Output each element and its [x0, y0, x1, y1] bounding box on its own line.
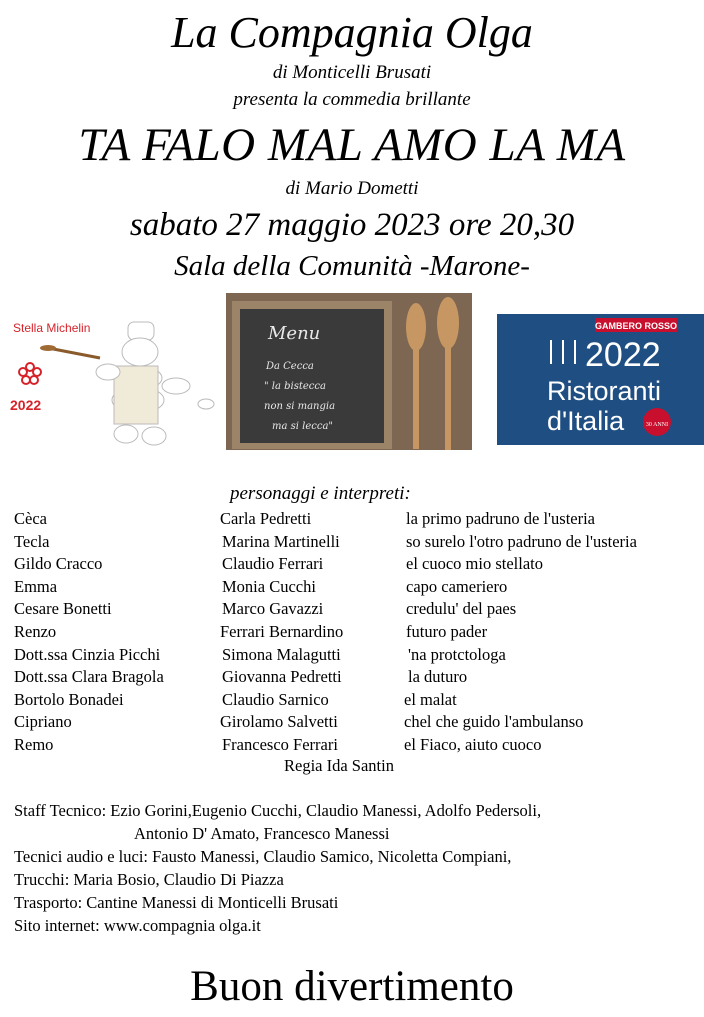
- cast-description: so surelo l'otro padruno de l'usteria: [406, 531, 637, 551]
- company-name: La Compagnia Olga: [171, 8, 533, 57]
- cast-description: la primo padruno de l'usteria: [406, 509, 596, 528]
- cast-actor: Carla Pedretti: [220, 509, 312, 528]
- cast-row: [0, 689, 704, 711]
- gambero-rosso-brand: GAMBERO ROSSO: [594, 321, 678, 331]
- cast-role: Renzo: [14, 622, 57, 641]
- cast-actor: Marina Martinelli: [222, 531, 340, 551]
- cast-row: [0, 711, 704, 733]
- cast-description: credulu' del paes: [406, 599, 517, 619]
- website-credit: Sito internet: www.compagnia olga.it: [14, 916, 261, 935]
- anniversary-badge: 30 ANNI: [645, 422, 669, 428]
- menu-line-3: non si mangia: [264, 401, 336, 412]
- cast-actor: Francesco Ferrari: [222, 735, 338, 754]
- michelin-man-icon: [40, 322, 214, 445]
- event-venue: Sala della Comunità -Marone-: [174, 250, 530, 282]
- direction-credit: Regia Ida Santin: [284, 756, 394, 775]
- audio-lights-credit: Tecnici audio e luci: Fausto Manessi, Claudio Samico, Nicoletta Compiani,: [14, 847, 512, 866]
- staff-line-1: Staff Tecnico: Ezio Gorini,Eugenio Cucchi, Claudio Manessi, Adolfo Pedersoli,: [14, 801, 542, 820]
- cast-actor: Simona Malagutti: [222, 644, 341, 664]
- cast-role: Dott.ssa Clara Bragola: [14, 667, 164, 687]
- cast-heading: personaggi e interpreti:: [230, 483, 411, 504]
- cast-actor: Claudio Ferrari: [222, 554, 324, 574]
- menu-line-2: " la bistecca: [264, 381, 326, 392]
- cast-role: Dott.ssa Cinzia Picchi: [14, 644, 161, 664]
- event-date-time: sabato 27 maggio 2023 ore 20,30: [129, 207, 575, 243]
- michelin-star-icon: [19, 363, 41, 384]
- cast-row: [0, 553, 704, 575]
- cast-role: Emma: [14, 576, 58, 596]
- cast-actor: Marco Gavazzi: [222, 599, 324, 619]
- cast-description: 'na protctologa: [408, 644, 506, 664]
- cast-role: Cipriano: [14, 712, 72, 732]
- cast-role: Cesare Bonetti: [14, 599, 112, 619]
- cast-description: la duturo: [408, 667, 468, 687]
- staff-line-2: Antonio D' Amato, Francesco Manessi: [134, 824, 390, 843]
- cast-role: Gildo Cracco: [14, 554, 103, 574]
- cast-role: Cèca: [14, 509, 47, 528]
- menu-title: Menu: [268, 323, 321, 344]
- cast-description: el cuoco mio stellato: [406, 554, 544, 574]
- cast-row: [0, 576, 704, 598]
- cast-role: Tecla: [14, 531, 50, 551]
- menu-chalkboard-image: [226, 293, 472, 450]
- transport-credit: Trasporto: Cantine Manessi di Monticelli Brusati: [14, 893, 339, 912]
- cast-row: [0, 734, 704, 756]
- cast-row: [0, 531, 704, 553]
- cast-row: [0, 621, 704, 643]
- cast-row: [0, 598, 704, 620]
- cast-row: [0, 508, 704, 530]
- ristoranti-line1: Ristoranti: [547, 376, 662, 406]
- cast-actor: Girolamo Salvetti: [220, 712, 338, 732]
- play-title: TA FALO MAL AMO LA MA: [78, 119, 626, 171]
- michelin-image: [8, 312, 218, 452]
- presents-line: presenta la commedia brillante: [233, 89, 471, 110]
- ristoranti-italia-image: [497, 314, 704, 445]
- michelin-year: 2022: [10, 397, 42, 413]
- cast-description: capo cameriero: [406, 576, 508, 596]
- cast-row: [0, 666, 704, 688]
- michelin-caption: Stella Michelin: [13, 321, 91, 335]
- ristoranti-line2: d'Italia: [547, 406, 625, 436]
- cast-actor: Monia Cucchi: [222, 576, 316, 596]
- play-author: di Mario Dometti: [285, 178, 419, 199]
- cast-role: Bortolo Bonadei: [14, 689, 124, 709]
- cast-description: futuro pader: [406, 622, 488, 641]
- cast-actor: Ferrari Bernardino: [220, 622, 344, 641]
- menu-line-4: ma si lecca": [272, 421, 334, 432]
- menu-line-1: Da Cecca: [266, 361, 314, 372]
- cast-description: chel che guido l'ambulanso: [404, 712, 584, 732]
- cast-row: [0, 644, 704, 666]
- makeup-credit: Trucchi: Maria Bosio, Claudio Di Piazza: [14, 870, 284, 889]
- company-origin: di Monticelli Brusati: [272, 62, 432, 83]
- cast-actor: Claudio Sarnico: [222, 689, 329, 709]
- closing-message: Buon divertimento: [190, 963, 514, 1010]
- cast-role: Remo: [14, 735, 54, 754]
- ristoranti-year: 2022: [585, 336, 661, 374]
- cast-description: el malat: [404, 689, 457, 709]
- cast-actor: Giovanna Pedretti: [222, 667, 342, 687]
- cast-description: el Fiaco, aiuto cuoco: [404, 735, 542, 754]
